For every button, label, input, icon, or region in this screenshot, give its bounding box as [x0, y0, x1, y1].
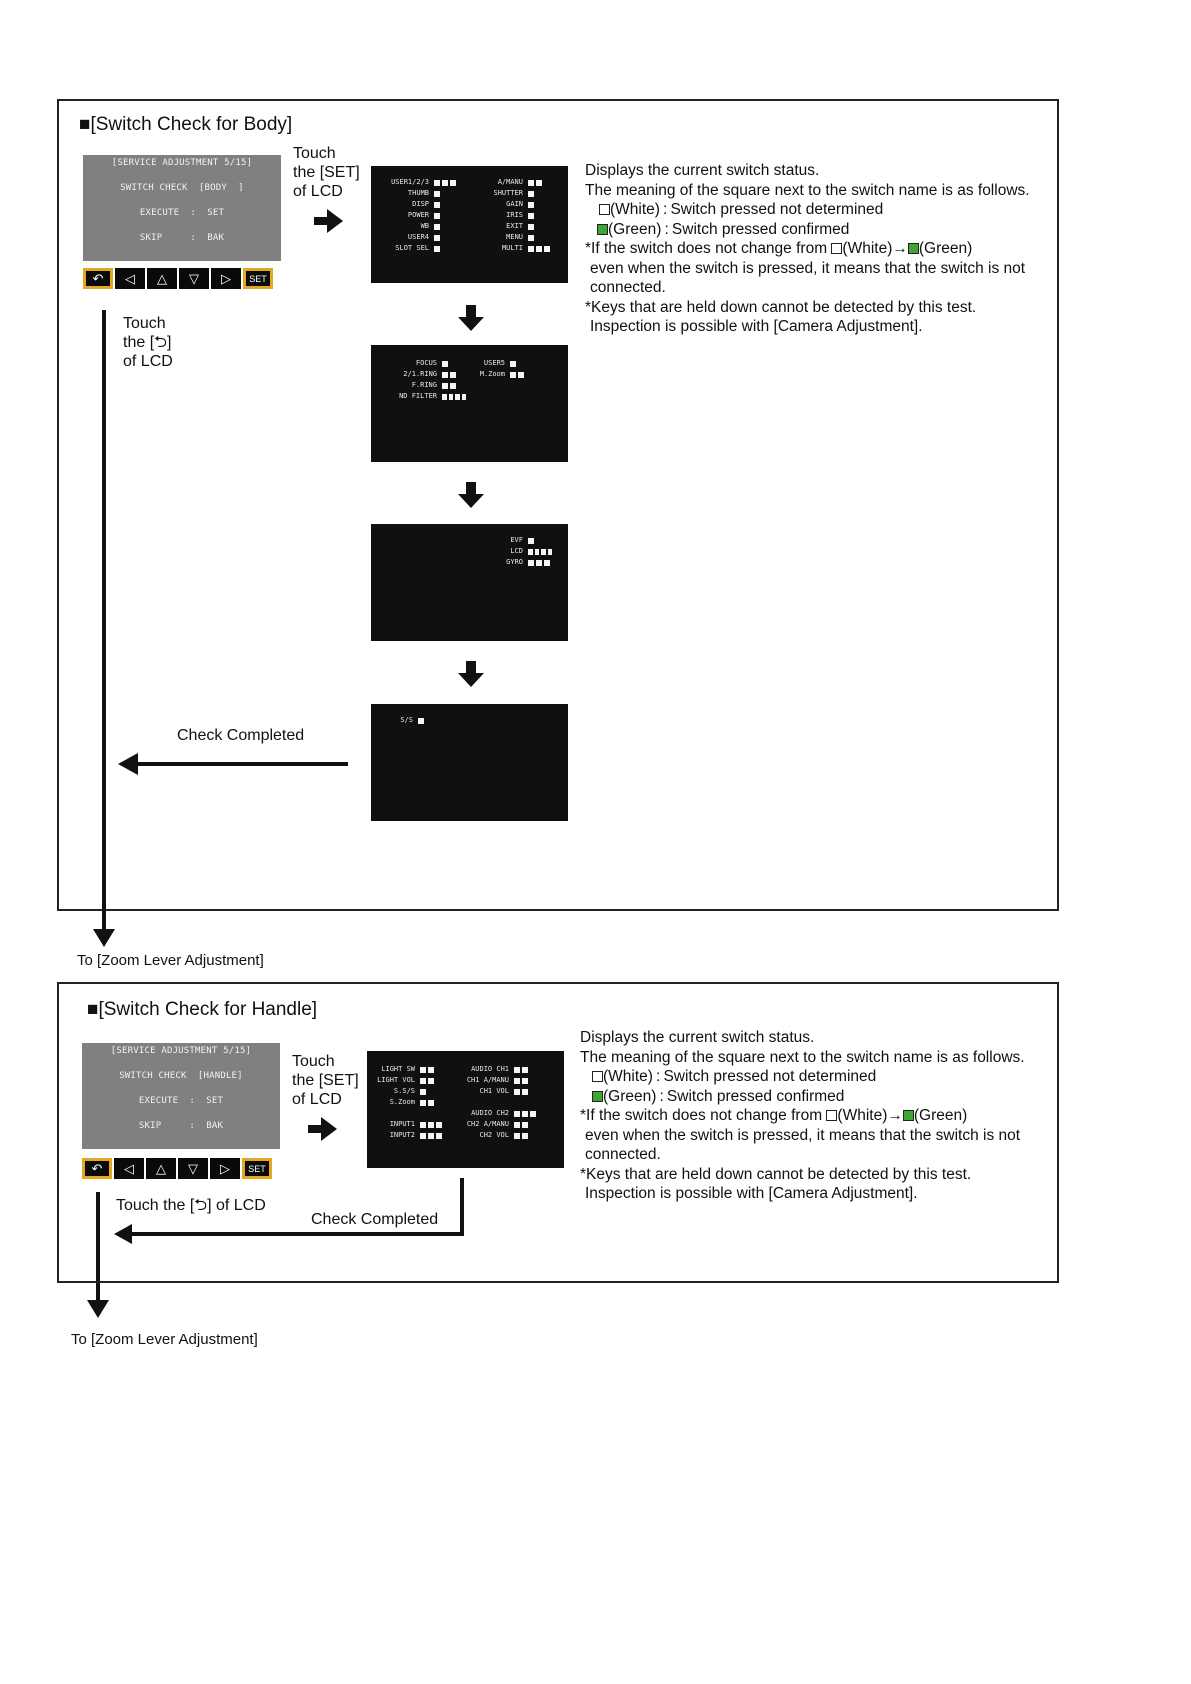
handle-lcd-button-bar	[82, 1158, 272, 1179]
set-button[interactable]: SET	[243, 268, 273, 289]
switch-status-row	[394, 1087, 444, 1096]
right-button[interactable]: ▷	[210, 1158, 240, 1179]
lcd-line: SKIP : BAK	[138, 1121, 224, 1131]
lcd-line: SWITCH CHECK [BODY ]	[120, 183, 244, 193]
handle-exit-label: To [Zoom Lever Adjustment]	[71, 1331, 258, 1348]
description-line: Inspection is possible with [Camera Adjustment].	[585, 1185, 918, 1202]
switch-status-row	[506, 222, 552, 231]
switch-status-square	[436, 1122, 442, 1128]
switch-status-square	[418, 718, 424, 724]
switch-status-square	[420, 1133, 426, 1139]
description-line: even when the switch is pressed, it means that the switch is not	[590, 259, 1026, 277]
switch-name: CH2 VOL	[479, 1131, 509, 1139]
switch-name: POWER	[407, 211, 429, 219]
switch-status-square	[528, 560, 534, 566]
switch-status-row	[390, 1131, 444, 1140]
switch-status-square	[442, 180, 448, 186]
handle-touch-set-label: Touch the [SET] of LCD	[292, 1053, 359, 1108]
legend-white: (White) : Switch pressed not determined	[585, 200, 1030, 220]
switch-status-square	[428, 1122, 434, 1128]
switch-status-square	[420, 1078, 426, 1084]
switch-status-square	[548, 549, 553, 555]
description-line: connected.	[590, 279, 666, 296]
switch-status-square	[528, 549, 533, 555]
switch-status-square	[528, 224, 534, 230]
switch-status-row	[498, 178, 552, 187]
body-lcd-menu	[83, 155, 281, 261]
switch-status-square	[528, 246, 534, 252]
switch-status-square	[420, 1100, 426, 1106]
switch-status-row	[510, 536, 552, 545]
switch-status-square	[528, 202, 534, 208]
switch-status-square	[510, 361, 516, 367]
left-button[interactable]: ◁	[114, 1158, 144, 1179]
switch-status-square	[518, 372, 524, 378]
switch-status-square	[514, 1122, 520, 1128]
switch-status-square	[536, 180, 542, 186]
body-check-completed-label: Check Completed	[177, 727, 305, 744]
switch-name: AUDIO CH1	[471, 1065, 509, 1073]
switch-status-square	[528, 180, 534, 186]
left-button[interactable]: ◁	[115, 268, 145, 289]
switch-status-row	[390, 1098, 444, 1107]
switch-status-row	[399, 392, 466, 401]
legend-green: (Green) : Switch pressed confirmed	[585, 220, 1030, 240]
switch-status-row	[381, 1065, 444, 1074]
white-square-icon	[826, 1110, 837, 1121]
lcd-line: [SERVICE ADJUSTMENT 5/15]	[111, 158, 253, 168]
switch-status-square	[434, 213, 440, 219]
switch-status-square	[420, 1122, 426, 1128]
switch-status-square	[450, 383, 456, 389]
switch-name: FOCUS	[415, 359, 437, 367]
green-square-icon	[903, 1110, 914, 1121]
switch-status-square	[442, 394, 447, 400]
switch-status-square	[450, 372, 456, 378]
switch-name: AUDIO CH2	[471, 1109, 509, 1117]
switch-name: F.RING	[411, 381, 437, 389]
switch-status-square	[428, 1078, 434, 1084]
switch-name: INPUT1	[389, 1120, 415, 1128]
switch-name: USER1/2/3	[391, 178, 429, 186]
switch-status-row	[479, 1087, 538, 1096]
switch-status-square	[450, 180, 456, 186]
switch-name: ND FILTER	[399, 392, 437, 400]
up-button[interactable]: △	[146, 1158, 176, 1179]
switch-name: CH1 A/MANU	[466, 1076, 509, 1084]
body-check-screen-2	[371, 345, 568, 462]
lcd-line: EXECUTE : SET	[139, 208, 225, 218]
white-square-icon	[831, 243, 842, 254]
switch-status-row	[506, 233, 552, 242]
switch-status-square	[434, 224, 440, 230]
switch-status-square	[530, 1111, 536, 1117]
body-description	[585, 161, 1030, 337]
switch-status-square	[420, 1089, 426, 1095]
switch-name: 2/1.RING	[403, 370, 437, 378]
switch-name: A/MANU	[497, 178, 523, 186]
switch-status-row	[390, 1120, 444, 1129]
switch-status-row	[480, 370, 534, 379]
switch-status-square	[442, 361, 448, 367]
switch-status-square	[535, 549, 540, 555]
switch-name: GYRO	[506, 558, 523, 566]
switch-name: THUMB	[407, 189, 429, 197]
switch-name: WB	[420, 222, 429, 230]
description-line: Displays the current switch status.	[585, 162, 820, 179]
description-line: *Keys that are held down cannot be detected by this test.	[585, 298, 977, 316]
body-check-screen-1	[371, 166, 568, 283]
switch-status-row	[506, 211, 552, 220]
switch-name: CH1 VOL	[479, 1087, 509, 1095]
switch-status-row	[484, 359, 534, 368]
switch-name: MENU	[506, 233, 523, 241]
back-button[interactable]: ↶	[83, 268, 113, 289]
switch-status-row	[400, 716, 442, 725]
description-line: The meaning of the square next to the switch name is as follows.	[585, 181, 1030, 199]
body-touch-back-label: Touch the [⮌] of LCD	[123, 315, 173, 370]
switch-status-square	[420, 1067, 426, 1073]
switch-status-square	[528, 538, 534, 544]
body-check-screen-3	[371, 524, 568, 641]
set-button[interactable]: SET	[242, 1158, 272, 1179]
switch-status-square	[434, 191, 440, 197]
switch-name: MULTI	[501, 244, 523, 252]
switch-status-square	[528, 235, 534, 241]
switch-status-row	[421, 222, 458, 231]
body-section-title: ■[Switch Check for Body]	[79, 114, 293, 135]
switch-status-row	[408, 189, 458, 198]
switch-name: S.S/S	[393, 1087, 415, 1095]
legend-white: (White) : Switch pressed not determined	[580, 1067, 1025, 1087]
switch-name: DISP	[412, 200, 429, 208]
switch-status-square	[455, 394, 460, 400]
switch-name: INPUT2	[389, 1131, 415, 1139]
handle-check-screen	[367, 1051, 564, 1168]
down-button[interactable]: ▽	[178, 1158, 208, 1179]
lcd-line: SKIP : BAK	[139, 233, 225, 243]
switch-status-row	[412, 381, 466, 390]
switch-name: IRIS	[506, 211, 523, 219]
right-button[interactable]: ▷	[211, 268, 241, 289]
switch-status-square	[528, 191, 534, 197]
switch-status-square	[522, 1111, 528, 1117]
switch-name: SHUTTER	[493, 189, 523, 197]
switch-status-square	[528, 213, 534, 219]
switch-status-row	[471, 1109, 538, 1118]
handle-section-title: ■[Switch Check for Handle]	[87, 999, 318, 1020]
switch-status-square	[428, 1133, 434, 1139]
switch-name: S/S	[400, 716, 413, 724]
handle-description	[580, 1028, 1025, 1204]
description-line: Inspection is possible with [Camera Adjustment].	[590, 318, 923, 335]
switch-name: CH2 A/MANU	[466, 1120, 509, 1128]
switch-status-row	[471, 1065, 538, 1074]
description-line: connected.	[585, 1146, 661, 1163]
switch-status-row	[506, 558, 552, 567]
switch-status-square	[436, 1133, 442, 1139]
down-button[interactable]: ▽	[179, 268, 209, 289]
switch-status-square	[462, 394, 467, 400]
switch-name: LCD	[510, 547, 523, 555]
switch-status-square	[536, 246, 542, 252]
switch-name: EXIT	[506, 222, 523, 230]
legend-green: (Green) : Switch pressed confirmed	[580, 1087, 1025, 1107]
switch-name: USER4	[407, 233, 429, 241]
handle-check-completed-label: Check Completed	[311, 1211, 439, 1228]
switch-status-square	[442, 383, 448, 389]
switch-status-square	[514, 1078, 520, 1084]
switch-status-square	[434, 235, 440, 241]
description-line: *Keys that are held down cannot be detected by this test.	[580, 1165, 972, 1183]
switch-status-row	[510, 547, 552, 556]
back-button[interactable]: ↶	[82, 1158, 112, 1179]
switch-status-square	[522, 1067, 528, 1073]
switch-status-square	[428, 1100, 434, 1106]
switch-name: LIGHT VOL	[377, 1076, 415, 1084]
switch-status-row	[416, 359, 466, 368]
switch-name: M.Zoom	[479, 370, 505, 378]
switch-status-square	[544, 560, 550, 566]
switch-status-square	[541, 549, 546, 555]
switch-status-row	[408, 233, 458, 242]
description-line: Displays the current switch status.	[580, 1029, 815, 1046]
body-lcd-button-bar	[83, 268, 273, 289]
switch-name: USER5	[483, 359, 505, 367]
switch-status-square	[544, 246, 550, 252]
description-line: even when the switch is pressed, it means that the switch is not	[585, 1126, 1021, 1144]
switch-status-square	[522, 1133, 528, 1139]
lcd-line: SWITCH CHECK [HANDLE]	[119, 1071, 243, 1081]
body-touch-set-label: Touch the [SET] of LCD	[293, 145, 360, 200]
switch-status-square	[442, 372, 448, 378]
switch-status-row	[467, 1120, 538, 1129]
switch-status-square	[514, 1067, 520, 1073]
switch-status-row	[493, 189, 552, 198]
switch-status-row	[467, 1076, 538, 1085]
switch-status-square	[522, 1122, 528, 1128]
switch-status-row	[408, 211, 458, 220]
switch-status-row	[395, 244, 458, 253]
switch-status-square	[514, 1111, 520, 1117]
description-line: The meaning of the square next to the switch name is as follows.	[580, 1048, 1025, 1066]
green-square-icon	[908, 243, 919, 254]
switch-status-row	[403, 370, 466, 379]
lcd-line: EXECUTE : SET	[138, 1096, 224, 1106]
switch-status-square	[434, 202, 440, 208]
switch-name: LIGHT SW	[381, 1065, 415, 1073]
switch-status-square	[510, 372, 516, 378]
switch-status-row	[377, 1076, 444, 1085]
switch-status-row	[412, 200, 458, 209]
green-square-icon	[597, 224, 608, 235]
arrow-down-icon	[93, 929, 115, 947]
white-square-icon	[592, 1071, 603, 1082]
switch-name: EVF	[510, 536, 523, 544]
switch-status-square	[536, 560, 542, 566]
switch-status-row	[391, 178, 458, 187]
switch-status-square	[514, 1133, 520, 1139]
switch-status-square	[514, 1089, 520, 1095]
note-1: *If the switch does not change from (White)→ (Green)	[580, 1107, 968, 1124]
switch-status-square	[434, 246, 440, 252]
switch-name: S.Zoom	[389, 1098, 415, 1106]
body-exit-label: To [Zoom Lever Adjustment]	[77, 952, 264, 969]
green-square-icon	[592, 1091, 603, 1102]
switch-name: SLOT SEL	[395, 244, 429, 252]
switch-status-square	[522, 1089, 528, 1095]
switch-status-row	[502, 244, 552, 253]
switch-status-square	[522, 1078, 528, 1084]
up-button[interactable]: △	[147, 268, 177, 289]
note-1: *If the switch does not change from (White)→ (Green)	[585, 240, 973, 257]
handle-touch-back-label: Touch the [⮌] of LCD	[116, 1197, 266, 1214]
arrow-down-icon	[87, 1300, 109, 1318]
switch-status-square	[449, 394, 454, 400]
switch-status-row	[506, 200, 552, 209]
lcd-line: [SERVICE ADJUSTMENT 5/15]	[110, 1046, 252, 1056]
switch-status-square	[434, 180, 440, 186]
switch-name: GAIN	[506, 200, 523, 208]
body-check-screen-4	[371, 704, 568, 821]
switch-status-row	[479, 1131, 538, 1140]
handle-lcd-menu	[82, 1043, 280, 1149]
switch-status-square	[428, 1067, 434, 1073]
white-square-icon	[599, 204, 610, 215]
